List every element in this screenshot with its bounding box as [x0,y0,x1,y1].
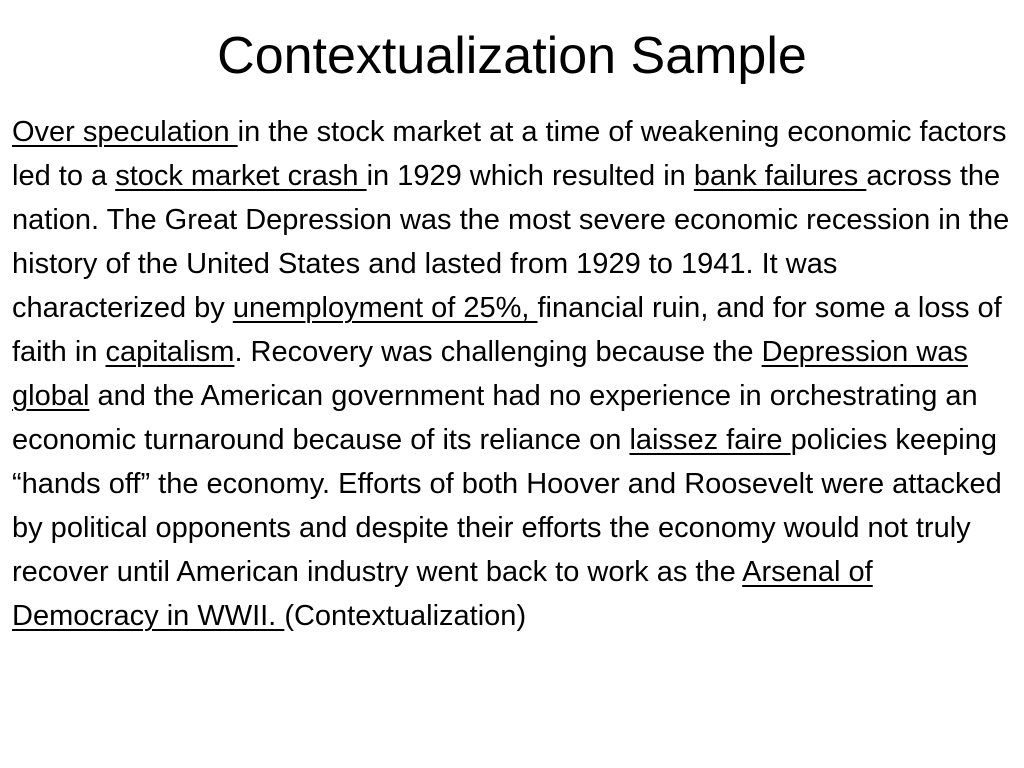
text-run: across the nation. The Great Depression was the most severe economic recession in the history of the United States and lasted from 1929 to 1941. It was characterized by [12,160,1010,324]
text-run: in 1929 which resulted in [366,160,694,192]
body-paragraph [12,110,1012,638]
text-run: in the stock market at a time of weakening economic factors led to a [12,116,1007,192]
underlined-term: laissez faire [629,424,791,456]
underlined-term: stock market crash [115,160,367,192]
underlined-term: Depression was global [12,336,968,412]
slide-title: Contextualization Sample [217,27,807,85]
text-run: . Recovery was challenging because the [234,336,762,368]
text-run: (Contextualization) [284,600,527,632]
text-run: and the American government had no experience in orchestrating an economic turnaround because of its reliance on [12,380,978,456]
text-run: policies keeping “hands off” the economy. Efforts of both Hoover and Roosevelt were attacked by political opponents and despite their efforts the economy would not truly recover until American industry went back to work as the [12,424,1002,588]
underlined-term: Over speculation [12,116,238,148]
underlined-term: Arsenal of Democracy in WWII. [12,556,873,632]
text-run: financial ruin, and for some a loss of faith in [12,292,1002,368]
underlined-term: capitalism [105,336,235,368]
underlined-term: unemployment of 25%, [232,292,538,324]
underlined-term: bank failures [693,160,867,192]
